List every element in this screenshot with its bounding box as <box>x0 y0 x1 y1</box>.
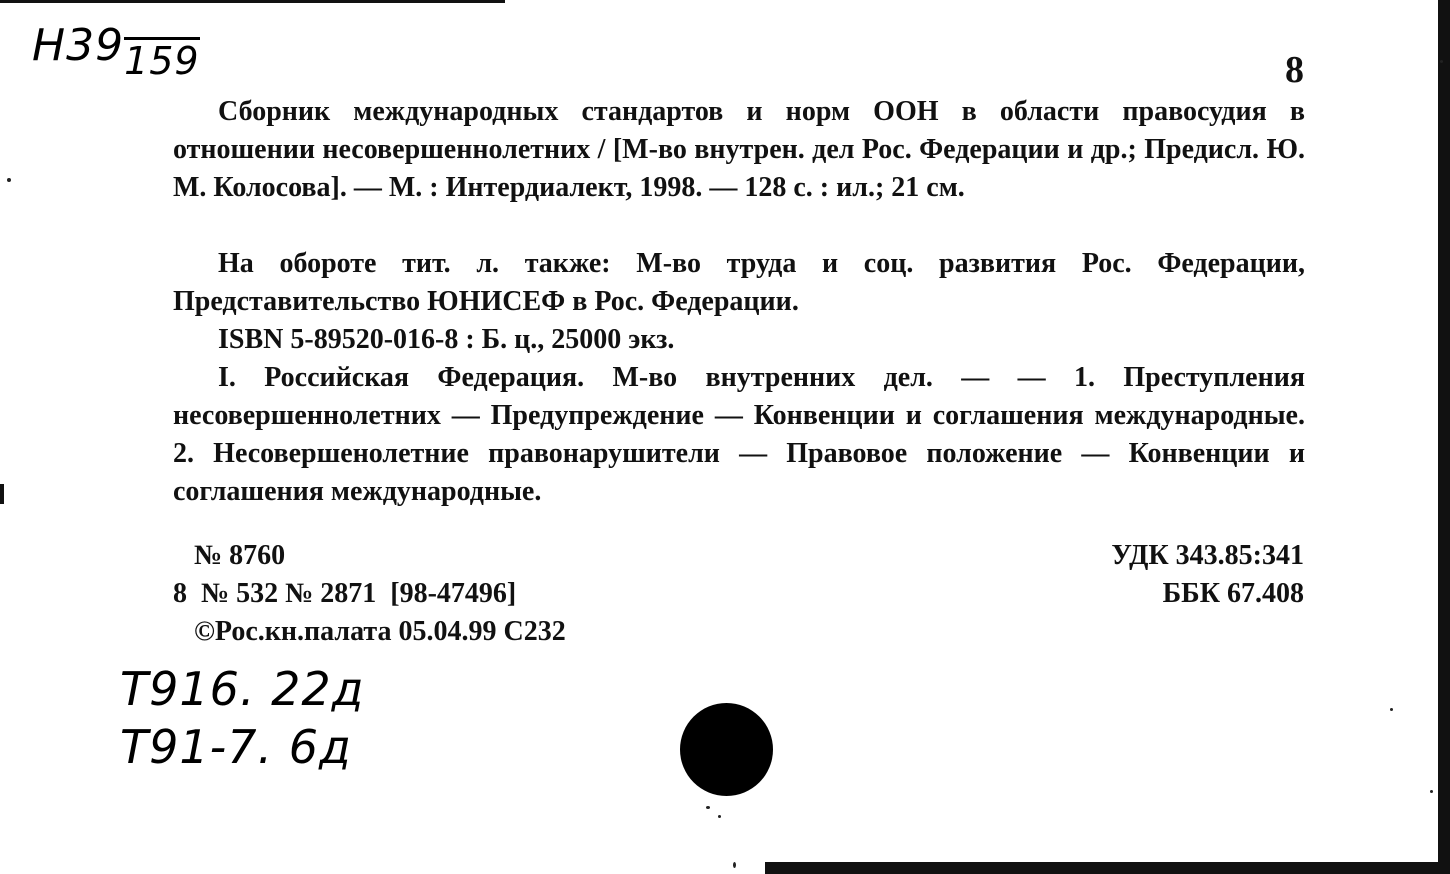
handwritten-code-2: Т91-7. 6д <box>120 720 352 774</box>
note-block <box>173 245 1305 321</box>
description-note: На обороте тит. л. также: М-во труда и соц. развития Рос. Федерации, Представительство ЮНИСЕФ в Рос. Федерации. <box>173 248 1305 317</box>
handwritten-shelf-mark <box>32 20 200 83</box>
copyright-line: ©Рос.кн.палата 05.04.99 С232 <box>173 616 566 647</box>
description-subjects: I. Российская Федерация. М-во внутренних дел. — — 1. Преступления несовершеннолетних — Предупреждение — Конвенции и соглашения международные. 2. Несовершенолетние правонарушители — Правовое положение — Конвенции и соглашения международные. <box>173 362 1305 507</box>
scan-speck <box>1440 60 1443 63</box>
card-number: 8 <box>1285 49 1304 91</box>
shelf-mark-top: Н39 <box>32 20 125 71</box>
scan-speck <box>7 178 11 182</box>
scan-edge-top <box>0 0 505 3</box>
shelf-mark-bottom: 159 <box>124 39 200 83</box>
isbn-block <box>173 321 1305 359</box>
description-main: Сборник международных стандартов и норм ООН в области правосудия в отношении несовершеннолетних / [М-во внутрен. дел Рос. Федерации и др.; Предисл. Ю. М. Колосова]. — М. : Интердиалект, 1998. — 128 с. : ил.; 21 см. <box>173 96 1305 203</box>
registration-info <box>173 537 566 651</box>
registration-number: № 8760 <box>173 540 286 571</box>
bbk-code: ББК 67.408 <box>1162 578 1304 609</box>
punch-hole <box>680 703 773 796</box>
udk-code: УДК 343.85:341 <box>1111 540 1304 571</box>
scan-edge-right <box>1438 0 1450 874</box>
scan-edge-left-mark <box>0 484 4 504</box>
scan-speck <box>1390 708 1393 711</box>
scan-speck <box>1430 790 1433 793</box>
handwritten-code-1: Т916. 22д <box>120 662 365 716</box>
scan-speck <box>733 862 736 868</box>
bibliographic-description <box>173 93 1305 207</box>
registration-details: 8 № 532 № 2871 [98-47496] <box>173 578 517 609</box>
scan-edge-bottom <box>765 862 1450 874</box>
scan-speck <box>706 806 710 809</box>
classification-codes <box>1111 537 1304 613</box>
description-isbn: ISBN 5-89520-016-8 : Б. ц., 25000 экз. <box>218 324 675 355</box>
scan-speck <box>718 815 721 818</box>
subjects-block <box>173 359 1305 511</box>
